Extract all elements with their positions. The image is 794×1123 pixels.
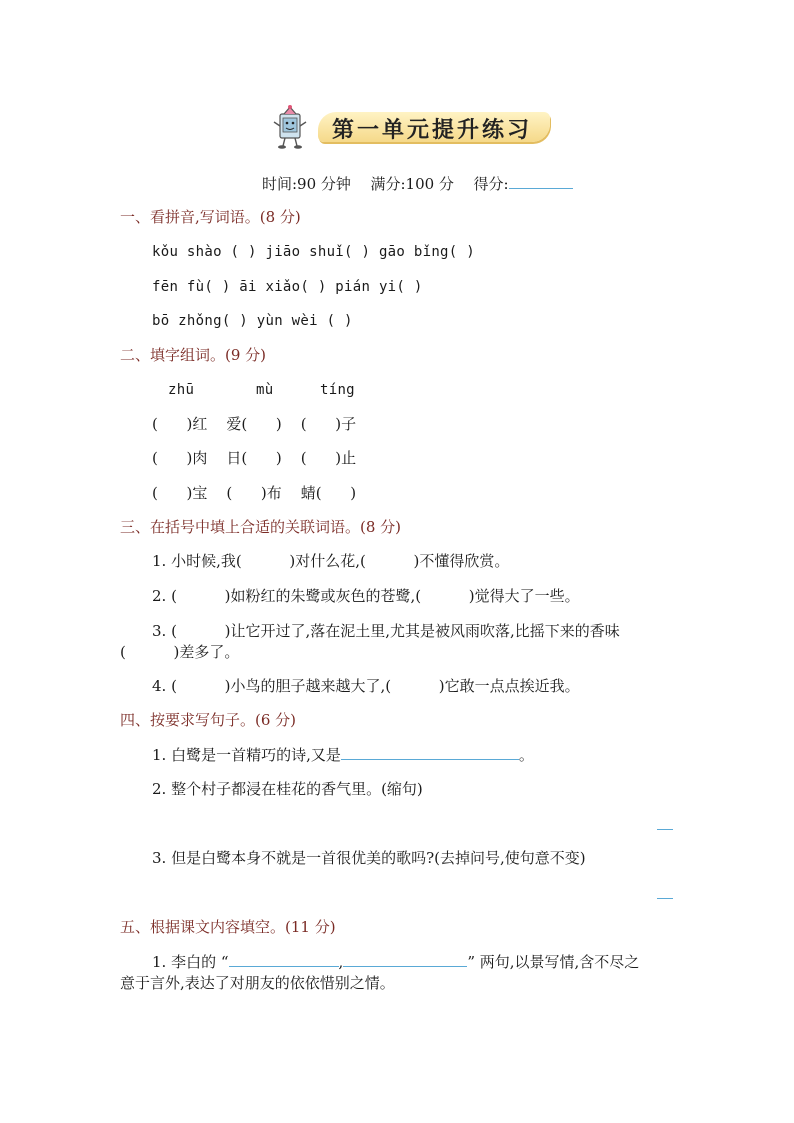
s4-q1-period: 。: [518, 746, 534, 764]
s4-q2-answer-line[interactable]: [657, 829, 673, 830]
s4-q3-answer-line[interactable]: [657, 898, 673, 899]
s2-row-2[interactable]: ( )肉 日( ) ( )止: [152, 449, 357, 467]
s2-row-3[interactable]: ( )宝 ( )布 蜻( ): [152, 484, 357, 502]
s2-pinyin-3: tíng: [320, 382, 355, 398]
s4-q1-text: 1. 白鹭是一首精巧的诗,又是: [152, 746, 341, 764]
score-blank[interactable]: [509, 174, 573, 189]
page-title: 第一单元提升练习: [332, 117, 533, 143]
s5-question-1: [152, 952, 639, 972]
s3-question-3[interactable]: 3. ( )让它开过了,落在泥土里,尤其是被风雨吹落,比摇下来的香味: [152, 622, 620, 640]
s2-pinyin-1: zhū: [168, 382, 195, 398]
exam-info: [262, 174, 573, 194]
s2-pinyin-2: mù: [256, 382, 274, 398]
section-3-heading: 三、在括号中填上合适的关联词语。(8 分): [120, 518, 402, 536]
s4-question-1: [152, 745, 534, 765]
section-1-heading: 一、看拼音,写词语。(8 分): [120, 208, 301, 226]
time-label: 时间:90 分钟: [262, 175, 351, 193]
title-banner: [270, 104, 560, 150]
s4-q1-blank[interactable]: [341, 745, 519, 760]
s5-q1-text: 1. 李白的 “: [152, 953, 229, 971]
s4-question-2: 2. 整个村子都浸在桂花的香气里。(缩句): [152, 780, 423, 798]
s4-question-3: 3. 但是白鹭本身不就是一首很优美的歌吗?(去掉问号,使句意不变): [152, 849, 586, 867]
s2-row-1[interactable]: ( )红 爱( ) ( )子: [152, 415, 357, 433]
s5-q1-blank-2[interactable]: [343, 952, 467, 967]
s3-question-1[interactable]: 1. 小时候,我( )对什么花,( )不懂得欣赏。: [152, 552, 510, 570]
s5-q1-comma: ,: [338, 953, 344, 971]
s1-row-2[interactable]: fēn fù( ) āi xiǎo( ) pián yi( ): [152, 279, 423, 295]
s5-q1-blank-1[interactable]: [229, 952, 339, 967]
book-mascot-icon: [270, 104, 310, 150]
s3-question-2[interactable]: 2. ( )如粉红的朱鹭或灰色的苍鹭,( )觉得大了一些。: [152, 587, 580, 605]
s1-row-1[interactable]: kǒu shào ( ) jiāo shuǐ( ) gāo bǐng( ): [152, 244, 475, 260]
s3-question-4[interactable]: 4. ( )小鸟的胆子越来越大了,( )它敢一点点挨近我。: [152, 677, 580, 695]
section-5-heading: 五、根据课文内容填空。(11 分): [120, 918, 336, 936]
full-score-label: 满分:100 分: [370, 175, 454, 193]
s5-question-1-cont: 意于言外,表达了对朋友的依依惜别之情。: [120, 974, 395, 992]
s3-question-3-cont[interactable]: ( )差多了。: [120, 643, 240, 661]
section-4-heading: 四、按要求写句子。(6 分): [120, 711, 297, 729]
s1-row-3[interactable]: bō zhǒng( ) yùn wèi ( ): [152, 313, 353, 329]
score-label: 得分:: [473, 175, 509, 193]
section-2-heading: 二、填字组词。(9 分): [120, 346, 267, 364]
s5-q1-text-2: ” 两句,以景写情,含不尽之: [467, 953, 640, 971]
